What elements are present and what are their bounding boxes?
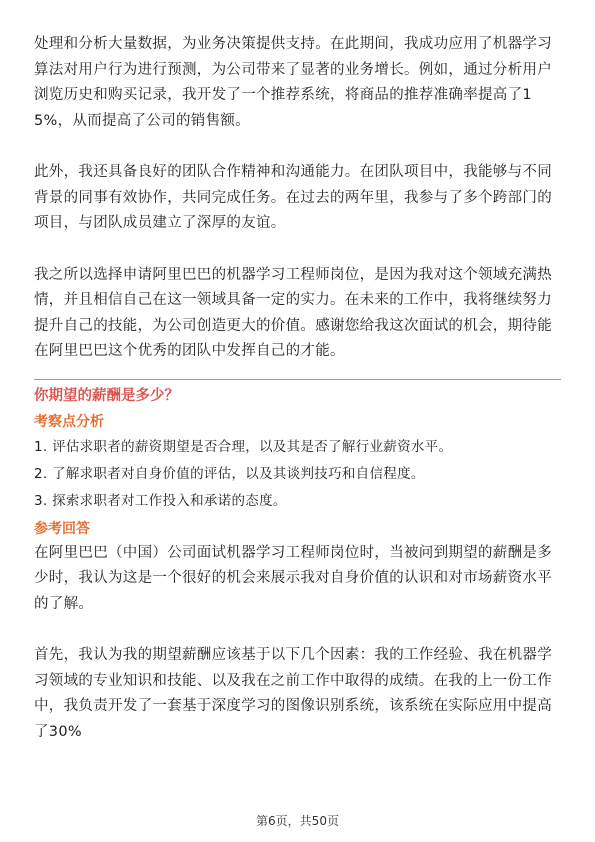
analysis-item: 2. 了解求职者对自身价值的评估，以及其谈判技巧和自信程度。	[34, 465, 425, 482]
answer-paragraph: 在阿里巴巴（中国）公司面试机器学习工程师岗位时，当被问到期望的薪酬是多少时，我认为这是一个很好的机会来展示我对自身价值的认识和对市场薪资水平的了解。	[34, 544, 552, 612]
body-paragraph: 处理和分析大量数据，为业务决策提供支持。在此期间，我成功应用了机器学习算法对用户行为进行预测，为公司带来了显著的业务增长。例如，通过分析用户浏览历史和购买记录，我开发了一个推荐系统，将商品的推荐准确率提高了15%，从而提高了公司的销售额。	[34, 36, 552, 129]
paragraph-gap	[34, 617, 561, 643]
analysis-heading: 考察点分析	[34, 413, 104, 430]
page-number-footer: 第6页，共50页	[256, 814, 339, 828]
interview-question: 你期望的薪酬是多少？	[34, 387, 179, 404]
answer-heading: 参考回答	[34, 520, 90, 537]
body-paragraph: 我之所以选择申请阿里巴巴的机器学习工程师岗位，是因为我对这个领域充满热情，并且相信自己在这一领域具备一定的实力。在未来的工作中，我将继续努力提升自己的技能，为公司创造更大的价值。感谢您给我这次面试的机会，期待能在阿里巴巴这个优秀的团队中发挥自己的才能。	[34, 266, 552, 359]
analysis-item: 1. 评估求职者的薪资期望是否合理，以及其是否了解行业薪资水平。	[34, 438, 453, 455]
paragraph-gap	[34, 237, 561, 263]
answer-paragraph: 首先，我认为我的期望薪酬应该基于以下几个因素：我的工作经验、我在机器学习领域的专业知识和技能、以及我在之前工作中取得的成绩。在我的上一份工作中，我负责开发了一套基于深度学习的图像识别系统，该系统在实际应用中提高了30%	[34, 647, 552, 740]
page-content	[34, 32, 561, 745]
paragraph-gap	[34, 134, 561, 160]
analysis-item: 3. 探索求职者对工作投入和承诺的态度。	[34, 492, 287, 509]
section-divider	[34, 379, 561, 380]
body-paragraph: 此外，我还具备良好的团队合作精神和沟通能力。在团队项目中，我能够与不同背景的同事有效协作，共同完成任务。在过去的两年里，我参与了多个跨部门的项目，与团队成员建立了深厚的友谊。	[34, 164, 552, 231]
